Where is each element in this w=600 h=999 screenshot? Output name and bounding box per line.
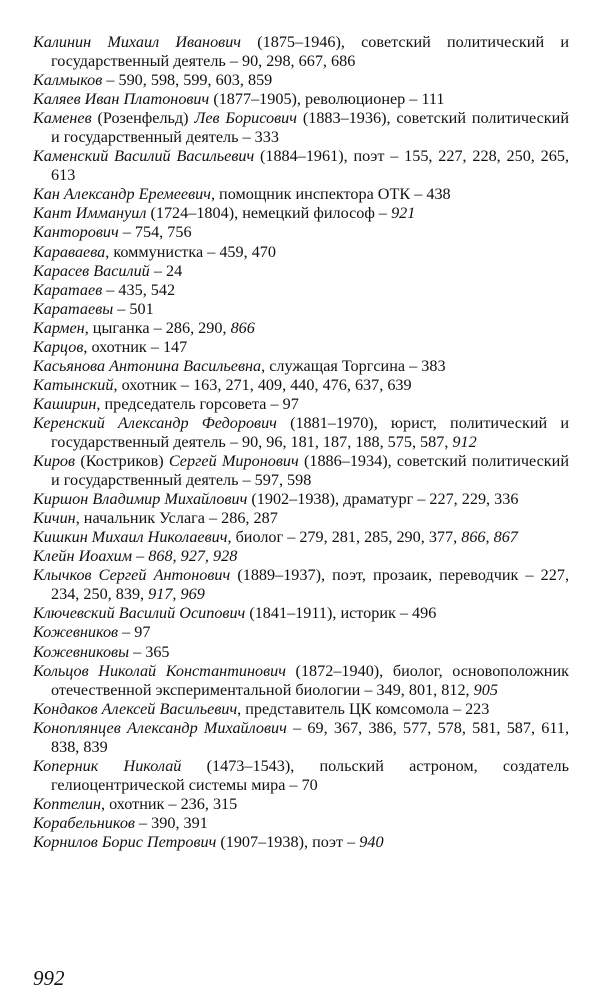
index-entry bbox=[33, 71, 569, 90]
index-entry bbox=[33, 357, 569, 376]
entry-name: Клычков Сергей Антонович bbox=[33, 566, 231, 585]
entry-description: (Розенфельд) bbox=[91, 109, 195, 128]
entry-description: (1907–1938), поэт – bbox=[216, 832, 360, 851]
index-entry bbox=[33, 490, 569, 509]
entry-description: (1875–1946), советский политический и государственный деятель – 90, 298, 667, 686 bbox=[51, 33, 569, 71]
entry-description: , охотник – 163, 271, 409, 440, 476, 637, 639 bbox=[113, 375, 412, 394]
index-entry bbox=[33, 395, 569, 414]
entry-name-continued: Сергей Миронович bbox=[168, 452, 299, 471]
entry-description: (1889–1937), поэт, прозаик, переводчик – 227, 234, 250, 839, bbox=[51, 566, 569, 604]
index-entry bbox=[33, 719, 569, 757]
index-entry bbox=[33, 452, 569, 490]
index-entry bbox=[33, 90, 569, 109]
entry-pages-italic: 912 bbox=[452, 432, 477, 451]
index-entry bbox=[33, 147, 569, 185]
entry-pages-italic: 866, 867 bbox=[461, 528, 518, 547]
entry-name: Каратаевы bbox=[33, 299, 114, 318]
entry-name-continued: Лев Борисович bbox=[194, 109, 297, 128]
entry-name: Коноплянцев Александр Михайлович bbox=[33, 718, 287, 737]
entry-description: – 435, 542 bbox=[102, 280, 176, 299]
entry-name: Кишкин Михаил Николаевич bbox=[33, 528, 228, 547]
index-entry bbox=[33, 185, 569, 204]
entry-name: Коптелин bbox=[33, 794, 101, 813]
entry-description: (1884–1961), поэт – 155, 227, 228, 250, 265, 613 bbox=[51, 147, 569, 185]
entry-name: Киров bbox=[33, 452, 76, 471]
index-entry bbox=[33, 662, 569, 700]
entry-description: (1872–1940), биолог, основоположник отечественной экспериментальной биологии – 349, 801, 812, bbox=[51, 661, 569, 699]
entry-description: (1724–1804), немецкий философ – bbox=[146, 204, 392, 223]
entry-description-continued: (1886–1934), советский политический и государственный деятель – 597, 598 bbox=[51, 452, 569, 490]
entry-name: Ключевский Василий Осипович bbox=[33, 604, 246, 623]
entry-pages-italic: 866 bbox=[230, 318, 255, 337]
entry-name: Кондаков Алексей Васильевич bbox=[33, 699, 238, 718]
entry-name: Керенский Александр Федорович bbox=[33, 413, 277, 432]
entry-description-continued: (1883–1936), советский политический и государственный деятель – 333 bbox=[51, 109, 569, 147]
entry-name: Катынский bbox=[33, 375, 114, 394]
index-entry bbox=[33, 795, 569, 814]
entry-name: Каратаев bbox=[33, 280, 103, 299]
index-entry bbox=[33, 566, 569, 604]
index-entry bbox=[33, 414, 569, 452]
index-entry bbox=[33, 281, 569, 300]
page-number: 992 bbox=[33, 966, 65, 990]
entry-name: Калинин Михаил Иванович bbox=[33, 33, 242, 51]
index-entry bbox=[33, 604, 569, 623]
entry-description: (1473–1543), польский астроном, создатель гелиоцентрической системы мира – 70 bbox=[51, 756, 569, 794]
entry-name: Канторович bbox=[33, 223, 119, 242]
entry-name: Каляев Иван Платонович bbox=[33, 90, 210, 109]
entry-name: Караваева bbox=[33, 242, 106, 261]
entry-pages-italic: 940 bbox=[359, 832, 384, 851]
entry-description: , помощник инспектора ОТК – 438 bbox=[210, 185, 451, 204]
entry-name: Кичин bbox=[33, 509, 76, 528]
index-entry bbox=[33, 223, 569, 242]
index-entry bbox=[33, 243, 569, 262]
entry-description: (1881–1970), юрист, политический и государственный деятель – 90, 96, 181, 187, 188, 575, 587, bbox=[51, 413, 569, 451]
entry-description: – 501 bbox=[113, 299, 154, 318]
entry-name: Каменский Василий Васильевич bbox=[33, 147, 255, 166]
index-entry bbox=[33, 319, 569, 338]
entry-name: Корабельников bbox=[33, 813, 135, 832]
entry-description: – 97 bbox=[118, 623, 151, 642]
entry-name: Клейн Иоахим bbox=[33, 547, 133, 566]
entry-name: Каменев bbox=[33, 109, 92, 128]
index-entry bbox=[33, 700, 569, 719]
entry-description: (Костриков) bbox=[75, 452, 169, 471]
entry-description: – 754, 756 bbox=[118, 223, 192, 242]
entry-pages-italic: 868, 927, 928 bbox=[148, 547, 238, 566]
entry-description: – 365 bbox=[129, 642, 170, 661]
entry-name: Киршон Владимир Михайлович bbox=[33, 490, 248, 509]
entry-name: Кан Александр Еремеевич bbox=[33, 185, 211, 204]
entry-description: (1841–1911), историк – 496 bbox=[245, 604, 437, 623]
entry-pages-italic: 917, 969 bbox=[148, 585, 205, 604]
entry-description: , охотник – 147 bbox=[83, 337, 188, 356]
index-entry bbox=[33, 528, 569, 547]
index-entry bbox=[33, 109, 569, 147]
index-entry bbox=[33, 300, 569, 319]
index-entry bbox=[33, 33, 569, 71]
entry-description: – 24 bbox=[149, 261, 183, 280]
index-entry bbox=[33, 623, 569, 642]
entry-name: Коперник Николай bbox=[33, 756, 182, 775]
index-entry bbox=[33, 338, 569, 357]
entry-description: , председатель горсовета – 97 bbox=[96, 394, 299, 413]
entry-pages-italic: 905 bbox=[473, 680, 498, 699]
entry-name: Калмыков bbox=[33, 71, 103, 90]
entry-name: Карцов bbox=[33, 337, 84, 356]
entry-pages-italic: 921 bbox=[391, 204, 416, 223]
entry-name: Кант Иммануил bbox=[33, 204, 147, 223]
entry-description: , охотник – 236, 315 bbox=[100, 794, 238, 813]
index-entry bbox=[33, 814, 569, 833]
entry-description: , биолог – 279, 281, 285, 290, 377, bbox=[227, 528, 462, 547]
index-entry bbox=[33, 262, 569, 281]
entry-description: – bbox=[132, 547, 149, 566]
entry-description: – 390, 391 bbox=[134, 813, 208, 832]
entry-description: – 69, 367, 386, 577, 578, 581, 587, 611, 838, 839 bbox=[51, 718, 570, 756]
entry-description: – 590, 598, 599, 603, 859 bbox=[102, 71, 273, 90]
entry-description: , служащая Торгсина – 383 bbox=[261, 356, 446, 375]
entry-name: Кольцов Николай Константинович bbox=[33, 661, 286, 680]
entry-name: Кожевников bbox=[33, 623, 119, 642]
index-entry bbox=[33, 757, 569, 795]
index-entry bbox=[33, 643, 569, 662]
entry-description: (1877–1905), революционер – 111 bbox=[209, 90, 445, 109]
entry-description: , начальник Услага – 286, 287 bbox=[75, 509, 278, 528]
entry-name: Кожевниковы bbox=[33, 642, 130, 661]
entry-name: Касьянова Антонина Васильевна bbox=[33, 356, 262, 375]
entry-description: , коммунистка – 459, 470 bbox=[105, 242, 276, 261]
index-entry bbox=[33, 204, 569, 223]
name-index bbox=[33, 33, 569, 852]
entry-description: , цыганка – 286, 290, bbox=[84, 318, 231, 337]
index-entry bbox=[33, 376, 569, 395]
entry-description: , представитель ЦК комсомола – 223 bbox=[237, 699, 490, 718]
entry-name: Кармен bbox=[33, 318, 85, 337]
index-entry bbox=[33, 509, 569, 528]
entry-name: Каширин bbox=[33, 394, 97, 413]
entry-name: Корнилов Борис Петрович bbox=[33, 832, 217, 851]
index-entry bbox=[33, 833, 569, 852]
entry-description: (1902–1938), драматург – 227, 229, 336 bbox=[247, 490, 519, 509]
index-entry bbox=[33, 547, 569, 566]
entry-name: Карасев Василий bbox=[33, 261, 150, 280]
